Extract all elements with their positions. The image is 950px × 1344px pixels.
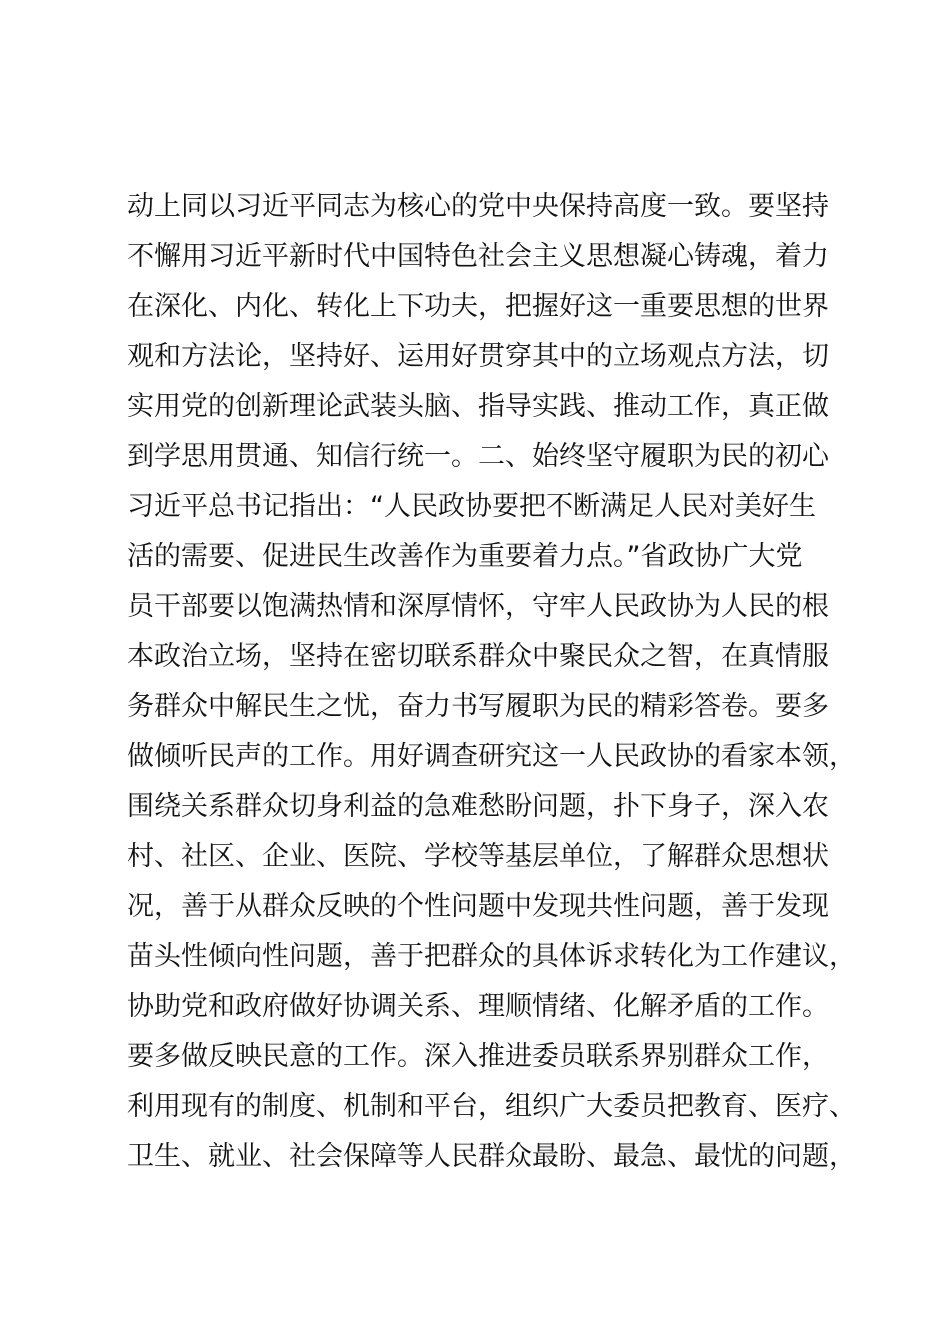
text-line: 习近平总书记指出：“人民政协要把不断满足人民对美好生	[127, 491, 816, 522]
text-line: 围绕关系群众切身利益的急难愁盼问题，扑下身子，深入农	[127, 791, 829, 822]
text-line: 务群众中解民生之忧，奋力书写履职为民的精彩答卷。要多	[127, 691, 829, 722]
text-line: 协助党和政府做好协调关系、理顺情绪、化解矛盾的工作。	[127, 991, 829, 1022]
text-line: 员干部要以饱满热情和深厚情怀，守牢人民政协为人民的根	[127, 591, 829, 622]
text-line: 到学思用贯通、知信行统一。二、始终坚守履职为民的初心	[127, 441, 829, 472]
text-line: 动上同以习近平同志为核心的党中央保持高度一致。要坚持	[127, 191, 829, 222]
text-line: 做倾听民声的工作。用好调查研究这一人民政协的看家本领，	[127, 741, 856, 772]
text-line: 苗头性倾向性问题，善于把群众的具体诉求转化为工作建议，	[127, 941, 856, 972]
text-line: 本政治立场，坚持在密切联系群众中聚民众之智，在真情服	[127, 641, 829, 672]
text-line: 利用现有的制度、机制和平台，组织广大委员把教育、医疗、	[127, 1091, 856, 1122]
text-line: 要多做反映民意的工作。深入推进委员联系界别群众工作，	[127, 1041, 829, 1072]
text-line: 不懈用习近平新时代中国特色社会主义思想凝心铸魂，着力	[127, 241, 829, 272]
text-line: 在深化、内化、转化上下功夫，把握好这一重要思想的世界	[127, 291, 829, 322]
text-line: 观和方法论，坚持好、运用好贯穿其中的立场观点方法，切	[127, 341, 829, 372]
text-line: 村、社区、企业、医院、学校等基层单位，了解群众思想状	[127, 841, 829, 872]
text-line: 况，善于从群众反映的个性问题中发现共性问题，善于发现	[127, 891, 829, 922]
text-line: 实用党的创新理论武装头脑、指导实践、推动工作，真正做	[127, 391, 829, 422]
text-line: 卫生、就业、社会保障等人民群众最盼、最急、最忧的问题，	[127, 1141, 856, 1172]
body-text	[127, 182, 856, 1182]
text-line: 活的需要、促进民生改善作为重要着力点。”省政协广大党	[127, 541, 803, 572]
